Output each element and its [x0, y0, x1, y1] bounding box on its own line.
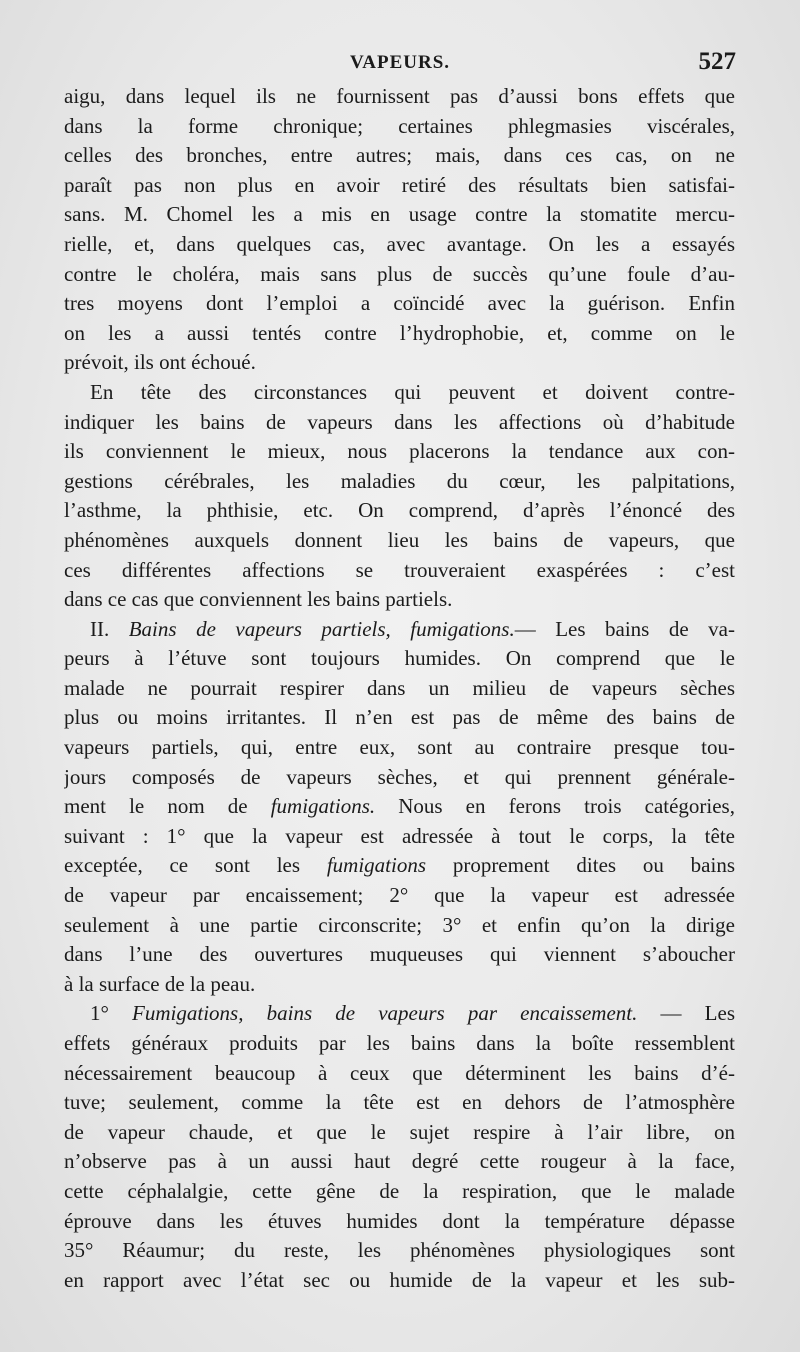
italic-text: Bains de vapeurs partiels, fumigations.: [128, 616, 515, 641]
text-line: [64, 141, 735, 171]
text-line: [64, 1236, 735, 1266]
text-segment: 1°: [90, 1001, 133, 1026]
italic-text: fumigations.: [270, 794, 376, 819]
text-segment: malade ne pourrait respirer dans un milieu de vapeurs sèches: [64, 675, 735, 700]
text-segment: proprement dites ou bains: [426, 853, 735, 878]
text-segment: cette céphalalgie, cette gêne de la respiration, que le malade: [64, 1178, 735, 1203]
text-segment: paraît pas non plus en avoir retiré des résultats bien satisfai-: [64, 172, 735, 197]
text-segment: aigu, dans lequel ils ne fournissent pas d’aussi bons effets que: [64, 84, 735, 108]
text-line: [64, 1118, 735, 1148]
text-line: [64, 1059, 735, 1089]
text-line: [64, 112, 735, 142]
text-segment: de vapeur chaude, et que le sujet respire à l’air libre, on: [64, 1119, 735, 1144]
text-line: [64, 437, 735, 467]
text-segment: l’asthme, la phthisie, etc. On comprend, d’après l’énoncé des: [64, 498, 735, 523]
text-segment: dans l’une des ouvertures muqueuses qui viennent s’aboucher: [64, 942, 735, 967]
text-segment: dans ce cas que conviennent les bains partiels.: [64, 587, 453, 612]
text-line: [64, 1088, 735, 1118]
text-line: [64, 792, 735, 822]
text-line: [64, 348, 735, 378]
text-segment: II.: [90, 616, 129, 641]
text-segment: celles des bronches, entre autres; mais, dans ces cas, on ne: [64, 143, 735, 168]
text-segment: Nous en ferons trois catégories,: [375, 794, 735, 819]
text-segment: tuve; seulement, comme la tête est en dehors de l’atmosphère: [64, 1090, 735, 1115]
text-segment: ment le nom de: [64, 794, 271, 819]
text-segment: on les a aussi tentés contre l’hydrophobie, et, comme on le: [64, 320, 735, 345]
text-segment: vapeurs partiels, qui, entre eux, sont au contraire presque tou-: [64, 735, 735, 760]
text-line: [64, 644, 735, 674]
text-line: [64, 763, 735, 793]
text-line: [64, 1207, 735, 1237]
text-line: [64, 970, 735, 1000]
text-line: [64, 319, 735, 349]
italic-text: fumigations: [326, 853, 427, 878]
text-segment: en rapport avec l’état sec ou humide de la vapeur et les sub-: [64, 1267, 735, 1292]
text-line: [64, 496, 735, 526]
text-line: [64, 1177, 735, 1207]
text-line: [64, 1266, 735, 1296]
text-segment: tres moyens dont l’emploi a coïncidé avec la guérison. Enfin: [64, 291, 735, 316]
text-line: [64, 822, 735, 852]
text-segment: gestions cérébrales, les maladies du cœur, les palpitations,: [64, 468, 735, 493]
text-segment: En tête des circonstances qui peuvent et doivent contre-: [90, 379, 735, 404]
text-segment: ils conviennent le mieux, nous placerons la tendance aux con-: [64, 439, 735, 464]
text-line: [64, 289, 735, 319]
text-line: [64, 733, 735, 763]
text-segment: jours composés de vapeurs sèches, et qui prennent générale-: [64, 764, 735, 789]
text-line: [64, 615, 735, 645]
text-line: [64, 940, 735, 970]
text-segment: à la surface de la peau.: [64, 971, 256, 996]
text-line: [64, 82, 735, 112]
text-line: [64, 585, 735, 615]
text-segment: de vapeur par encaissement; 2° que la vapeur est adressée: [64, 883, 735, 908]
text-line: [64, 200, 735, 230]
text-segment: plus ou moins irritantes. Il n’en est pas de même des bains de: [64, 705, 735, 730]
text-line: [64, 230, 735, 260]
italic-text: Fumigations, bains de vapeurs par encaissement.: [132, 1001, 638, 1026]
text-segment: éprouve dans les étuves humides dont la température dépasse: [64, 1208, 735, 1233]
body-text: [64, 82, 735, 1295]
page-header: [64, 48, 736, 78]
text-line: [64, 408, 735, 438]
text-line: [64, 171, 735, 201]
text-segment: ces différentes affections se trouveraient exaspérées : c’est: [64, 557, 735, 582]
text-segment: contre le choléra, mais sans plus de succès qu’une foule d’au-: [64, 261, 735, 286]
text-segment: exceptée, ce sont les: [64, 853, 327, 878]
text-line: [64, 851, 735, 881]
text-line: [64, 556, 735, 586]
running-title: VAPEURS.: [349, 52, 451, 73]
text-line: [64, 1029, 735, 1059]
text-segment: dans la forme chronique; certaines phlegmasies viscérales,: [64, 113, 735, 138]
text-segment: peurs à l’étuve sont toujours humides. On comprend que le: [64, 646, 735, 671]
text-segment: rielle, et, dans quelques cas, avec avantage. On les a essayés: [64, 231, 735, 256]
text-segment: — Les bains de va-: [514, 616, 735, 641]
text-line: [64, 674, 735, 704]
text-segment: phénomènes auxquels donnent lieu les bains de vapeurs, que: [64, 527, 735, 552]
text-line: [64, 881, 735, 911]
text-line: [64, 703, 735, 733]
text-segment: seulement à une partie circonscrite; 3° et enfin qu’on la dirige: [64, 912, 735, 937]
text-line: [64, 467, 735, 497]
text-line: [64, 1147, 735, 1177]
text-segment: — Les: [637, 1001, 735, 1026]
text-segment: effets généraux produits par les bains dans la boîte ressemblent: [64, 1031, 735, 1055]
text-segment: suivant : 1° que la vapeur est adressée à tout le corps, la tête: [64, 823, 735, 848]
text-line: [64, 999, 735, 1029]
text-line: [64, 526, 735, 556]
text-segment: sans. M. Chomel les a mis en usage contre la stomatite mercu-: [64, 202, 735, 227]
page-number: 527: [698, 48, 736, 75]
text-segment: indiquer les bains de vapeurs dans les affections où d’habitude: [64, 409, 735, 434]
text-segment: nécessairement beaucoup à ceux que déterminent les bains d’é-: [64, 1060, 735, 1085]
text-segment: 35° Réaumur; du reste, les phénomènes physiologiques sont: [64, 1238, 735, 1263]
text-line: [64, 911, 735, 941]
text-line: [64, 378, 735, 408]
text-segment: prévoit, ils ont échoué.: [64, 350, 256, 375]
text-line: [64, 260, 735, 290]
text-segment: n’observe pas à un aussi haut degré cette rougeur à la face,: [64, 1149, 735, 1174]
